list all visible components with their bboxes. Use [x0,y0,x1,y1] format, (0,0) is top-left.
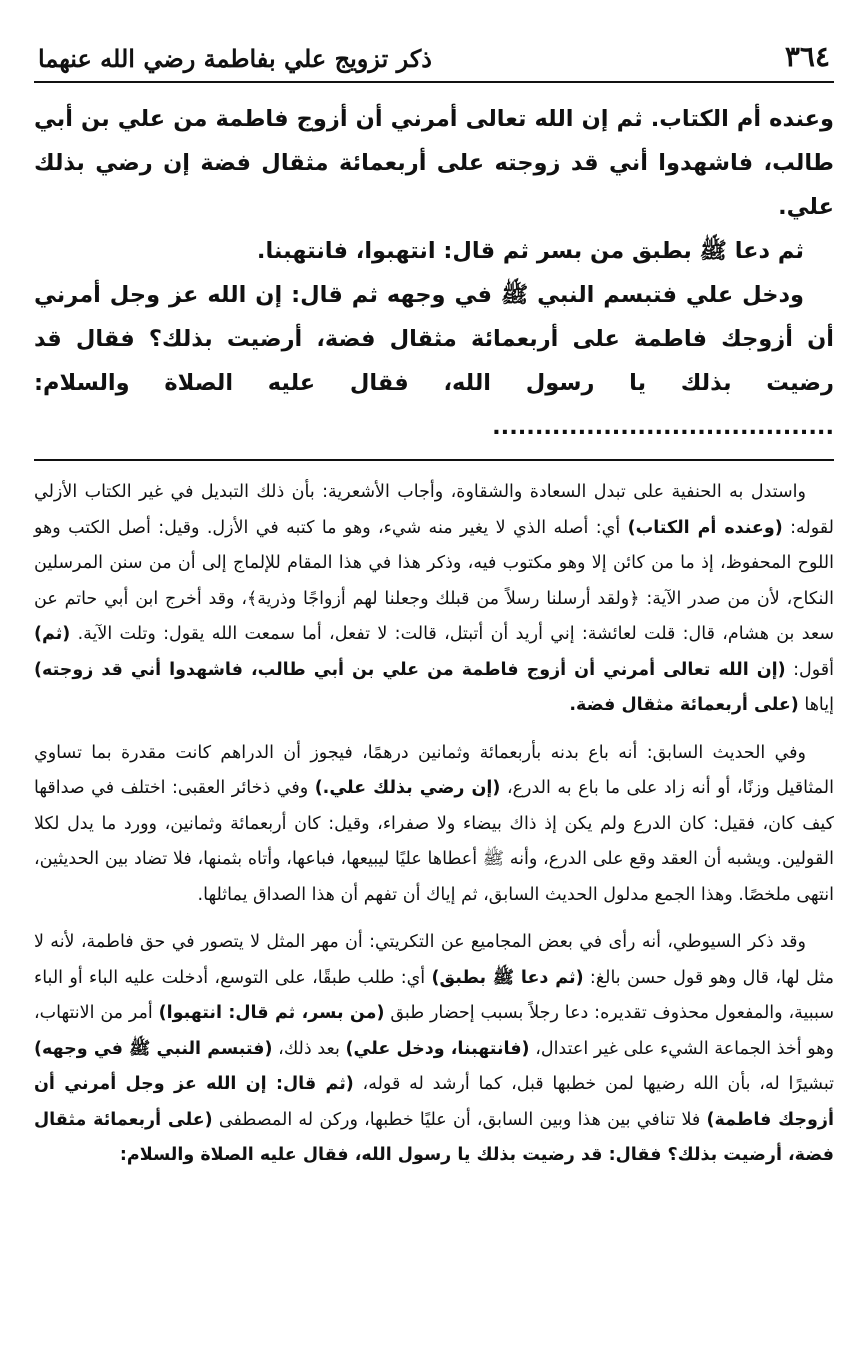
main-text [34,97,834,449]
commentary-text: واستدل به الحنفية على تبدل السعادة والشقاوة، وأجاب الأشعرية: بأن ذلك التبديل في غير الكتاب الأزلي لقوله: [34,482,834,538]
commentary-paragraph [34,475,834,724]
commentary-text: تبشيرًا له، بأن الله رضيها لمن خطبها قبل، كما أرشد له قوله، [353,1074,835,1094]
quoted-text: (من بسر، ثم قال: انتهبوا) [158,1003,385,1023]
quoted-text: (ثم قال: إن الله عز وجل أمرني أن أزوجك فاطمة) [34,1074,834,1130]
quoted-text: (إن الله تعالى أمرني أن أزوج فاطمة من علي بن أبي طالب، فاشهدوا أني قد زوجته) [34,659,786,680]
commentary-text: بعد ذلك، [272,1038,346,1059]
ellipsis-dots: ........................................ [492,414,834,440]
page-number: ٣٦٤ [784,40,830,73]
quoted-text: (وعنده أم الكتاب) [627,517,783,538]
main-paragraph [34,273,834,449]
quoted-text: (على أربعمائة مثقال فضة. [569,695,799,715]
quoted-text: (فانتهبنا، ودخل علي) [345,1038,530,1059]
commentary-paragraph [34,736,834,914]
main-paragraph: وعنده أم الكتاب. ثم إن الله تعالى أمرني أن أزوج فاطمة من علي بن أبي طالب، فاشهدوا أني قد زوجته على أربعمائة مثقال فضة إن رضي بذلك علي. [34,106,834,220]
page-header [34,40,834,83]
main-paragraph: ثم دعا ﷺ بطبق من بسر ثم قال: انتهبوا، فانتهبنا. [256,238,804,264]
commentary-text: وفي الحديث السابق: أنه باع بدنه بأربعمائة وثمانين درهمًا، فيجوز أن الدراهم كانت مقدرة بما تساوي المثاقيل وزنًا، أو أنه زاد على ما باع به الدرع، [34,742,834,798]
running-title: ذكر تزويج علي بفاطمة رضي الله عنهما [38,44,432,73]
commentary-text: أقول: [785,659,834,680]
quoted-text: (فتبسم النبي ﷺ في وجهه) [34,1038,273,1059]
commentary-text: أي: أصله الذي لا يغير منه شيء، وهو ما كتبه في الأزل. وقيل: أصل الكتب وهو اللوح المحفوظ، إذ ما من كائن إلا وهو مكتوب فيه، وذكر هذا في هذا المقام للإلماج إلى أن من سنن المرسلين النكاح، لأن من صدر الآية: ﴿ولقد أرسلنا رسلاً من قبلك وجعلنا لهم أزواجًا وذرية﴾، وقد أخرج ابن أبي حاتم عن سعد بن هشام، قال: قلت لعائشة: إني أريد أن أتبتل، قالت: لا تفعل، أما سمعت الله يقول: وتلت الآية. [34,517,834,644]
quoted-text: (ثم دعا ﷺ بطبق) [431,967,584,988]
commentary-text: إياها [798,695,834,715]
commentary-text: أي: طلب طبقًا، على التوسع، أدخلت عليه الباء أو الباء سببية، والمفعول محذوف تقديره: دعا رجلاً بسبب إحضار طبق [34,967,834,1023]
commentary-text: أمر من الانتهاب، وهو أخذ الجماعة الشيء على غير اعتدال، [34,1003,834,1059]
commentary-text: وفي ذخائر العقبى: اختلف في صداقها كيف كان، فقيل: كان الدرع ولم يكن إذ ذاك بيضاء ولا صفراء، وقيل: كان أربعمائة وثمانين، وورد ما يدل لكلا القولين. ويشبه أن العقد وقع على الدرع، وأنه ﷺ أعطاها عليًا ليبيعها، فباعها، وأتاه بثمنها، فلا تضاد بين الحديثين، انتهى ملخصًا. وهذا الجمع مدلول الحديث السابق، ثم إياك أن تفهم أن هذا الصداق يماثلها. [34,778,834,905]
quoted-text: (ثم) [34,624,71,644]
commentary-text: فلا تنافي بين هذا وبين السابق، أن عليًا خطبها، وركن له المصطفى [212,1109,707,1130]
quoted-text: (على أربعمائة مثقال فضة، أرضيت بذلك؟ فقال: قد رضيت بذلك يا رسول الله، فقال عليه الصلاة والسلام: [34,1109,834,1165]
main-paragraph-text: ودخل علي فتبسم النبي ﷺ في وجهه ثم قال: إن الله عز وجل أمرني أن أزوجك فاطمة على أربعمائة مثقال فضة، أرضيت بذلك؟ فقال قد رضيت بذلك يا رسول الله، فقال عليه الصلاة والسلام: [34,282,834,396]
quoted-text: (إن رضي بذلك علي.) [314,778,501,798]
separator-line [34,459,834,461]
commentary-paragraph [34,925,834,1174]
commentary [34,475,834,1174]
commentary-text: وقد ذكر السيوطي، أنه رأى في بعض المجاميع عن التكريتي: أن مهر المثل لا يتصور في حق فاطمة، لأنه لا مثل لها، قال وهو قول حسن بالغ: [34,932,835,988]
